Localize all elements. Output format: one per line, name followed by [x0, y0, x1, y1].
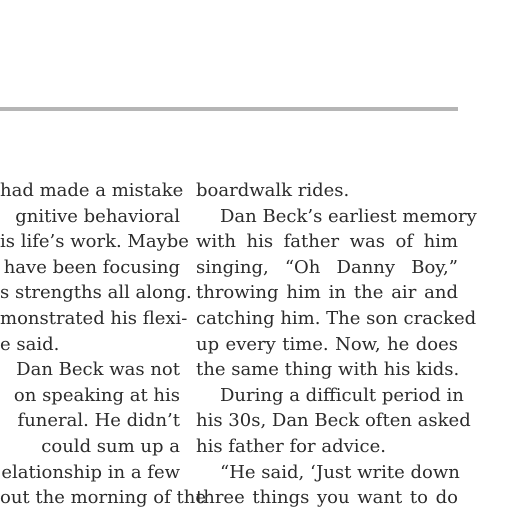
left-line-1: had made a mistake	[0, 180, 184, 201]
left-line-4: have been focusing	[3, 256, 180, 278]
right-line-2: Dan Beck’s earliest memory	[220, 205, 477, 227]
left-line-5: s strengths all along.	[0, 282, 192, 304]
left-line-9: on speaking at his	[13, 384, 180, 406]
left-line-13: out the morning of the	[0, 487, 206, 509]
right-line-10: his 30s, Dan Beck often asked	[196, 410, 471, 432]
right-line-12: “He said, ‘Just write down	[220, 461, 460, 483]
left-line-10: funeral. He didn’t	[17, 410, 180, 432]
left-line-3: is life’s work. Maybe	[0, 231, 189, 253]
right-line-6: catching him. The son cracked	[196, 307, 477, 329]
left-line-11: could sum up a	[41, 435, 180, 457]
right-line-4: singing, “Oh Danny Boy,”	[196, 256, 458, 278]
right-line-11: his father for advice.	[196, 435, 386, 457]
horizontal-rule	[0, 107, 458, 111]
left-line-2: gnitive behavioral	[15, 205, 180, 227]
left-line-8: Dan Beck was not	[16, 359, 180, 381]
left-line-12: elationship in a few	[1, 461, 180, 483]
left-line-7: e said.	[0, 333, 60, 355]
right-line-13: three things you want to do	[196, 487, 458, 509]
right-line-8: the same thing with his kids.	[196, 359, 460, 381]
left-line-6: monstrated his flexi-	[0, 307, 188, 329]
right-line-7: up every time. Now, he does	[196, 333, 458, 355]
right-line-9: During a difficult period in	[220, 384, 464, 406]
left-column	[0, 178, 206, 511]
right-line-5: throwing him in the air and	[196, 282, 458, 304]
right-line-1: boardwalk rides.	[196, 180, 350, 201]
right-line-3: with his father was of him	[196, 231, 458, 253]
right-column	[196, 178, 477, 511]
